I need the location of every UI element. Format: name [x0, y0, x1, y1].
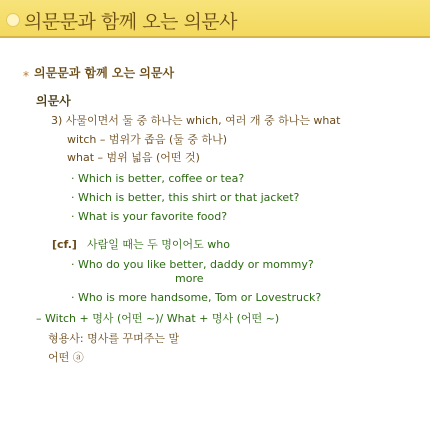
what-definition: what – 범위 넓음 (어떤 것): [67, 151, 200, 164]
section-bullet-icon: *: [23, 69, 29, 83]
example-sentence: · Who do you like better, daddy or mommy?: [71, 258, 314, 271]
example-sentence: · Who is more handsome, Tom or Lovestruck?: [71, 291, 322, 304]
example-sentence: · Which is better, this shirt or that jacket?: [71, 191, 300, 204]
page-title: 의문문과 함께 오는 의문사: [24, 11, 238, 33]
cf-note: 사람일 때는 두 명이어도 who: [87, 238, 230, 251]
cf-label: [cf.]: [52, 238, 77, 251]
point-3-intro: 3) 사물이면서 둘 중 하나는 which, 여러 개 중 하나는 what: [51, 114, 341, 127]
adjective-gloss: 어떤 ⓐ: [48, 351, 84, 364]
which-what-noun-pattern: – Witch + 명사 (어떤 ~)/ What + 명사 (어떤 ~): [36, 312, 280, 325]
which-definition: witch – 범위가 좁음 (둘 중 하나): [67, 133, 228, 146]
section-title: 의문문과 함께 오는 의문사: [34, 66, 175, 80]
adjective-definition: 형용사: 명사를 꾸며주는 말: [48, 332, 180, 345]
title-banner: [0, 0, 430, 38]
bullet-circle-icon: [6, 13, 20, 27]
example-sentence: · What is your favorite food?: [71, 210, 228, 223]
example-sentence: · Which is better, coffee or tea?: [71, 172, 245, 185]
subheading: 의문사: [36, 94, 71, 108]
example-continuation: more: [175, 272, 204, 285]
